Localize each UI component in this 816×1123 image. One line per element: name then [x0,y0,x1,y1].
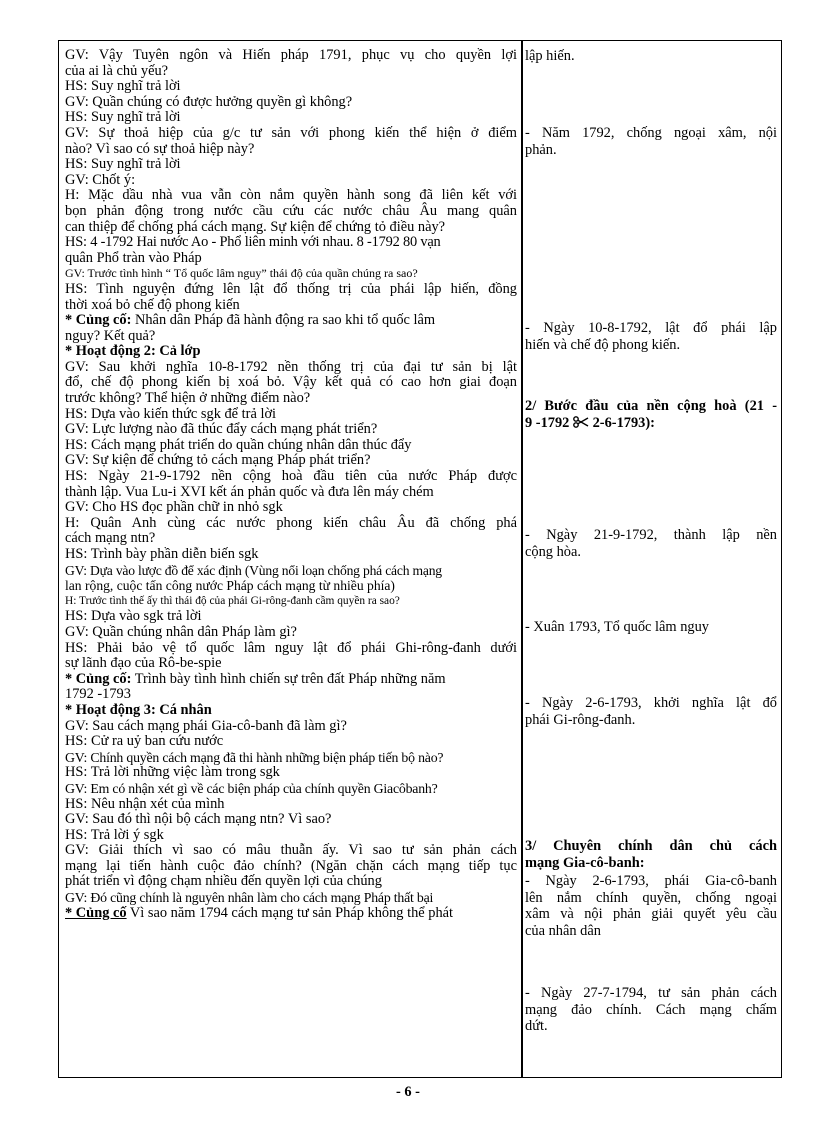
text-line: phái Gi-rông-đanh. [525,711,636,728]
text-line: GV: Đó cũng chính là nguyên nhân làm cho cách mạng Pháp thất bại [65,890,434,906]
text-line: nguy? Kết quả? [65,327,156,344]
text-line: GV: Sự kiện để chứng tỏ cách mạng Pháp phát triển? [65,452,371,469]
text-line: HS: Trả lời ý sgk [65,826,164,843]
text-line: đổ, chế độ phong kiến bị xoá bỏ. Vậy kết quả có cao hơn giai đoạn [65,374,517,391]
consolidation-text: Vì sao năm 1794 cách mạng tư sản Pháp không thể phát [126,904,454,921]
text-line: HS: Phải bảo vệ tổ quốc lâm nguy lật đổ phái Ghi-rông-đanh dưới [65,639,517,656]
text-line: lan rộng, cuộc tấn công nước Pháp cách mạng từ nhiều phía) [65,578,395,594]
text-line: HS: Ngày 21-9-1792 nền cộng hoà đầu tiên của nước Pháp được [65,468,517,485]
text-line: can thiệp để chống phá cách mạng. Sự kiện để chứng tỏ điều này? [65,218,446,235]
text-line: - Ngày 27-7-1794, tư sản phản cách [525,985,777,1001]
text-line: sự lãnh đạo của Rô-be-spie [65,655,222,672]
consolidation-label: * Củng cố: [65,312,132,329]
text-line: dứt. [525,1018,548,1034]
text-line: của nhân dân [525,922,601,939]
text-line: của ai là chủ yếu? [65,62,169,79]
text-line: hiến và chế độ phong kiến. [525,336,681,353]
text-line: 1792 -1793 [65,686,131,703]
text-line: bọn phản động trong nước cầu cứu các nước châu Âu mang quân [65,202,517,219]
text-line: GV: Lực lượng nào đã thúc đẩy cách mạng phát triển? [65,421,378,438]
text-line: H: Mặc dầu nhà vua vẫn còn nắm quyền hành song đã liên kết với [65,187,517,204]
text-line: HS: Dựa vào sgk trả lời [65,608,202,625]
scissors-icon [573,416,589,428]
summary-paragraph [525,695,777,728]
text-line: - Ngày 2-6-1793, khởi nghĩa lật đổ [525,695,777,711]
text-line: - Ngày 2-6-1793, phái Gia-cô-banh [525,873,777,889]
text-line: GV: Quần chúng có được hưởng quyền gì không? [65,93,353,110]
text-line: nào? Vì sao có sự thoả hiệp này? [65,140,255,157]
text-line: H: Trước tình thế ấy thì thái độ của phái Gi-rông-đanh cầm quyền ra sao? [65,594,400,607]
text-line: 3/ Chuyên chính dân chủ cách [525,838,777,854]
summary-paragraph [525,320,777,353]
summary-paragraph [525,125,777,158]
text-line: HS: Nêu nhận xét của mình [65,795,225,812]
text-line: - Ngày 21-9-1792, thành lập nền [525,527,777,543]
text-line: GV: Cho HS đọc phần chữ in nhỏ sgk [65,499,283,516]
text-line: GV: Trước tình hình “ Tổ quốc lâm nguy” thái độ của quần chúng ra sao? [65,266,418,281]
page-number: - 6 - [396,1084,420,1100]
text-line: thời xoá bỏ chế độ phong kiến [65,296,240,313]
summary-paragraph [525,48,777,65]
consolidation-label: * Củng cố [65,904,127,921]
text-line: HS: Suy nghĩ trả lời [65,156,181,173]
text-line: mạng Gia-cô-banh: [525,854,645,871]
text-line [525,415,777,432]
text-line: - Năm 1792, chống ngoại xâm, nội [525,125,777,141]
text-line: HS: Suy nghĩ trả lời [65,109,181,126]
text-line: GV: Chính quyền cách mạng đã thi hành những biện pháp tiến bộ nào? [65,749,444,765]
text-line: GV: Sau đó thì nội bộ cách mạng ntn? Vì sao? [65,811,332,828]
text-line: GV: Sau khởi nghĩa 10-8-1792 nền thống trị của đại tư sản bị lật [65,358,517,375]
text-line: H: Quân Anh cùng các nước phong kiến châu Âu đã chống phá [65,514,517,531]
text-line: xâm và nội phản giải quyết yêu cầu [525,906,777,922]
consolidation-line [65,672,517,688]
text-line: phát triển vì động chạm nhiều đến quyền lợi của chúng [65,873,382,890]
text-line: quân Phổ tràn vào Pháp [65,249,202,266]
text-line: GV: Sự thoả hiệp của g/c tư sản với phong kiến thể hiện ở điểm [65,124,517,141]
text-line: trước không? Thể hiện ở những điểm nào? [65,390,311,407]
text-line: lập hiến. [525,48,575,64]
text-line: HS: Tình nguyện đứng lên lật đổ thống trị của phái lập hiến, đồng [65,280,517,297]
text-line: HS: Cách mạng phát triển do quần chúng nhân dân thúc đẩy [65,436,412,453]
activity-heading: * Hoạt động 2: Cả lớp [65,343,201,360]
text-line: HS: Dựa vào kiến thức sgk để trả lời [65,405,277,422]
text-line: GV: Chốt ý: [65,171,136,188]
section-heading-3 [525,838,777,871]
text-line: 9 -1792 [525,414,570,431]
text-line: GV: Quần chúng nhân dân Pháp làm gì? [65,623,297,640]
text-line: 2-6-1793): [592,414,655,431]
summary-paragraph [525,985,777,1035]
text-line: thành lập. Vua Lu-i XVI kết án phản quốc và đưa lên máy chém [65,483,434,500]
consolidation-label: * Củng cố: [65,670,132,687]
text-line: cộng hòa. [525,543,581,560]
text-line: HS: Cử ra uỷ ban cứu nước [65,733,224,750]
text-line: HS: Trả lời những việc làm trong sgk [65,764,280,781]
consolidation-text: Trình bày tình hình chiến sự trên đất Pháp những năm [131,670,446,687]
text-line: - Xuân 1793, Tổ quốc lâm nguy [525,619,709,635]
section-heading-2 [525,398,777,431]
column-divider [521,41,523,1077]
text-line: HS: 4 -1792 Hai nước Ao - Phổ liên minh với nhau. 8 -1792 80 vạn [65,234,441,251]
summary-paragraph [525,619,777,636]
text-line: HS: Suy nghĩ trả lời [65,78,181,95]
text-line: mạng đảo chính. Cách mạng chấm [525,1001,777,1018]
teacher-student-activities-column [65,48,517,921]
text-line: 2/ Bước đầu của nền cộng hoà (21 - [525,398,777,414]
text-line: mạng lại tiến hành cuộc đảo chính? (Ngăn chặn cách mạng tiếp tục [65,857,517,874]
summary-paragraph [525,873,777,939]
text-line: GV: Dựa vào lược đồ để xác định (Vùng nổi loạn chống phá cách mạng [65,562,442,578]
text-line: phản. [525,141,557,158]
text-line: GV: Em có nhận xét gì về các biện pháp của chính quyền Giacôbanh? [65,780,438,796]
text-line: GV: Sau cách mạng phái Gia-cô-banh đã làm gì? [65,717,347,734]
text-line: - Ngày 10-8-1792, lật đổ phái lập [525,320,777,336]
consolidation-text: Nhân dân Pháp đã hành động ra sao khi tổ quốc lâm [131,312,436,329]
page-frame [58,40,782,1078]
consolidation-line [65,313,517,329]
text-line: GV: Giải thích vì sao có mâu thuẫn ấy. Vì sao tư sản phản cách [65,842,517,859]
summary-paragraph [525,527,777,560]
text-line: HS: Trình bày phần diễn biến sgk [65,546,259,562]
activity-heading: * Hoạt động 3: Cá nhân [65,701,212,718]
consolidation-line [65,906,517,922]
text-line: cách mạng ntn? [65,530,156,547]
text-line: GV: Vậy Tuyên ngôn và Hiến pháp 1791, phục vụ cho quyền lợi [65,47,517,63]
text-line: lên nắm chính quyền, chống ngoại [525,889,777,906]
